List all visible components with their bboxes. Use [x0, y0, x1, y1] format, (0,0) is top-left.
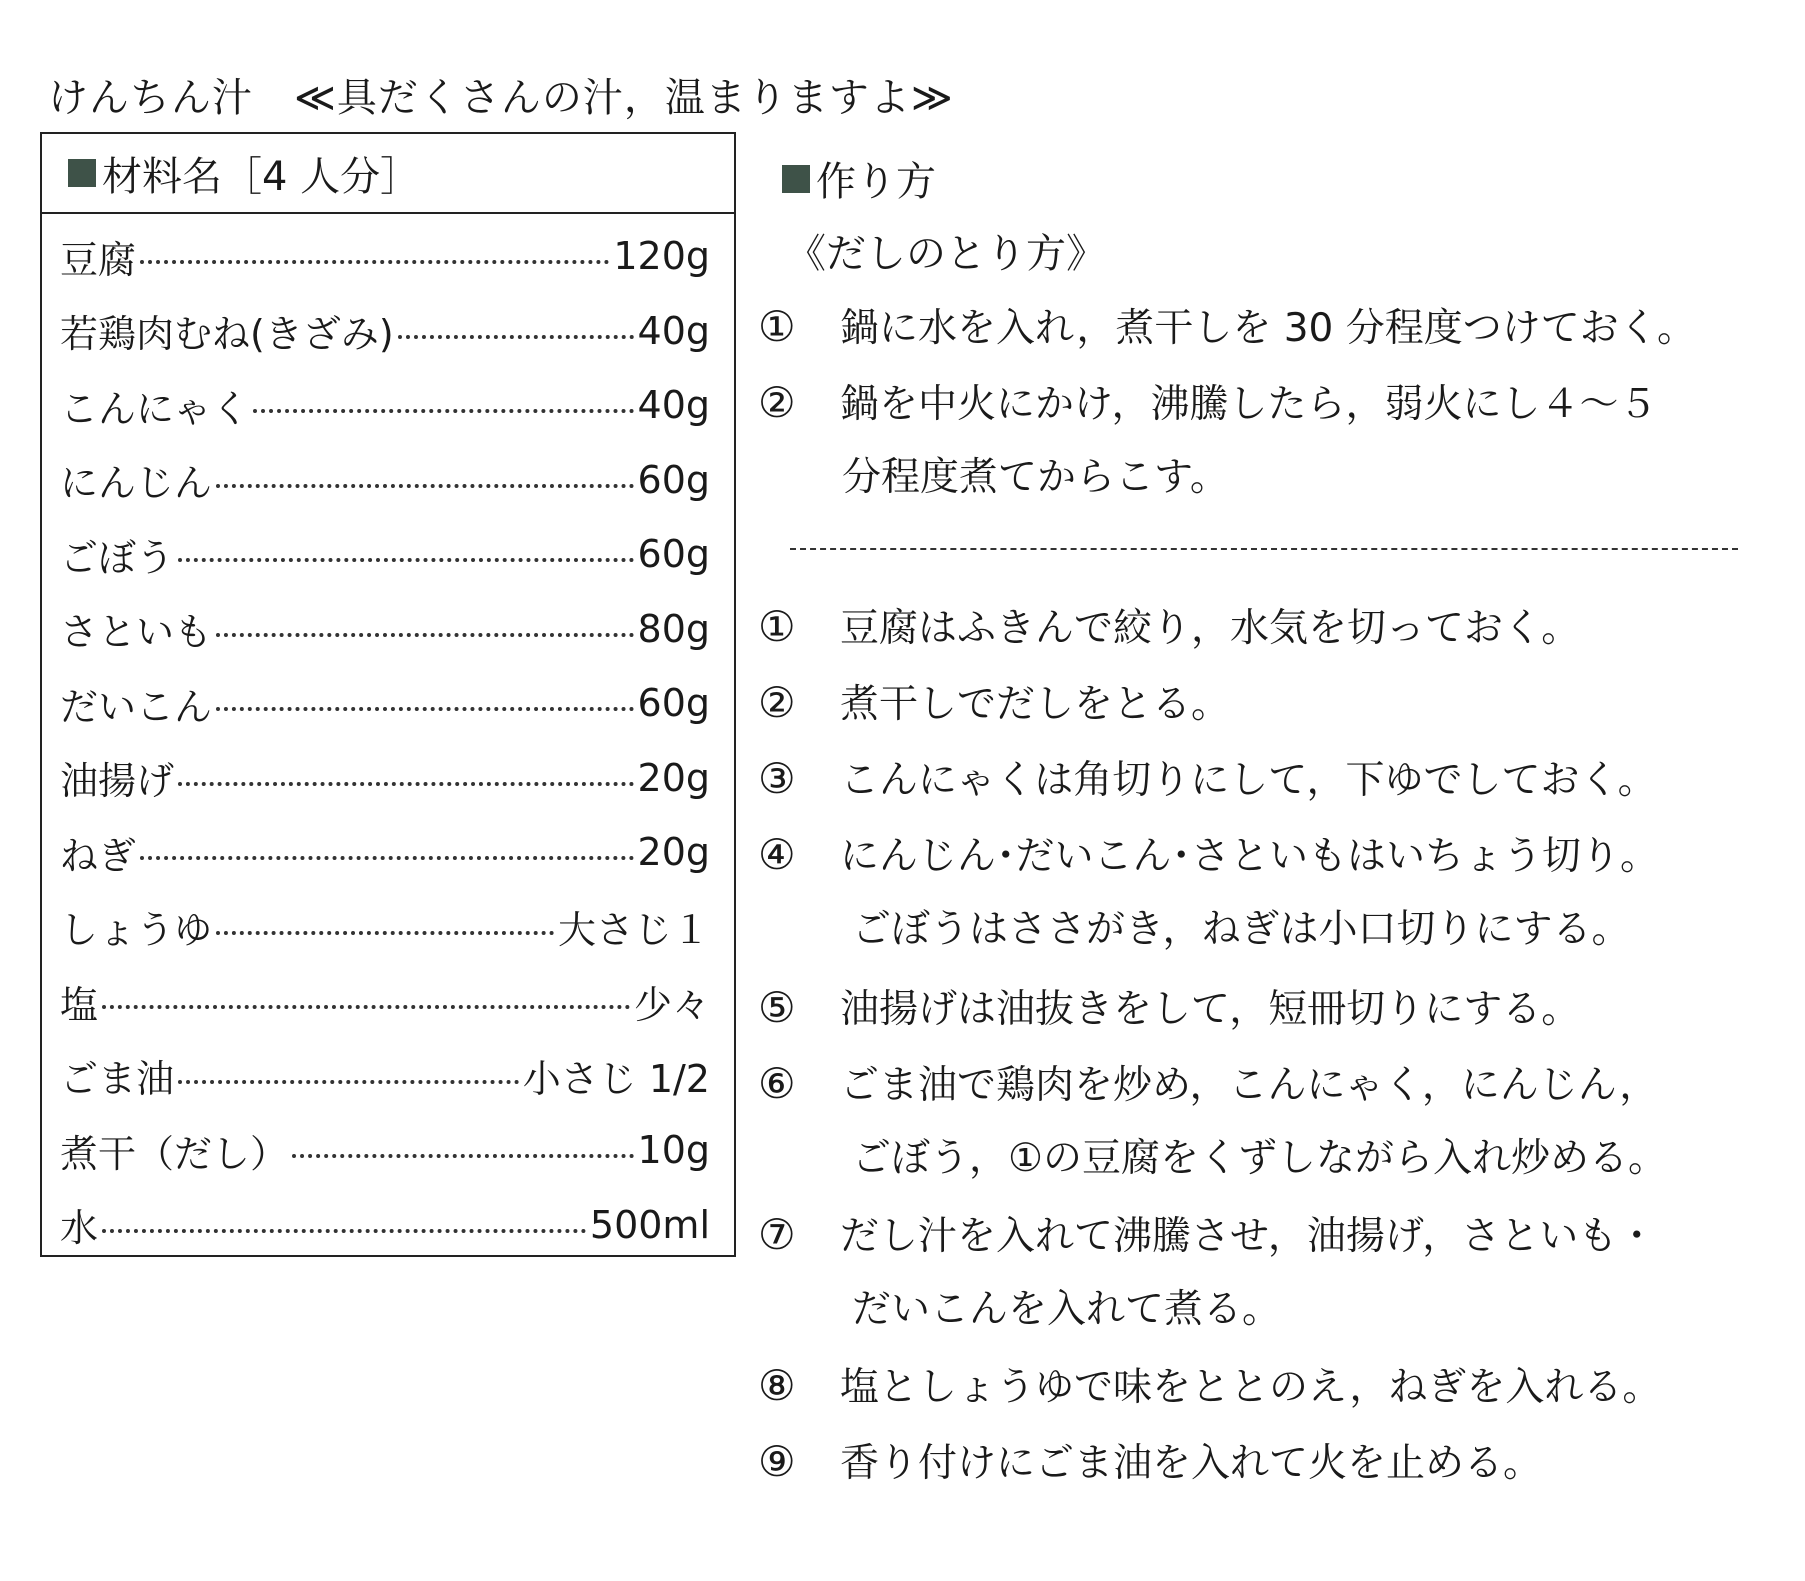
method-step — [758, 678, 1778, 730]
step-text: 油揚げは油抜きをして，短冊切りにする。 — [840, 987, 1581, 1032]
ingredient-name: ごぼう — [60, 535, 175, 580]
ingredient-name: しょうゆ — [60, 908, 213, 952]
dot-leader — [178, 558, 634, 562]
step-number: ⑨ — [758, 1437, 796, 1486]
step-number: ① — [758, 302, 796, 351]
step-text: 鍋を中火にかけ，沸騰したら，弱火にし４～５ — [840, 382, 1658, 427]
dot-leader — [102, 1229, 586, 1233]
ingredient-amount: 40g — [637, 308, 710, 353]
method-step — [758, 983, 1778, 1035]
step-number: ⑦ — [758, 1210, 796, 1259]
ingredient-amount: 10g — [637, 1128, 710, 1172]
step-text-continued: 分程度煮てからこす。 — [842, 455, 1229, 500]
ingredient-name: ごま油 — [60, 1057, 175, 1101]
step-text: こんにゃくは角切りにして，下ゆでしておく。 — [840, 758, 1657, 803]
ingredient-amount: 60g — [637, 681, 710, 725]
step-text: 塩としょうゆで味をととのえ，ねぎを入れる。 — [840, 1365, 1662, 1410]
step-number: ① — [758, 602, 796, 651]
ingredient-amount: 120g — [613, 234, 710, 278]
method-step — [758, 1210, 1778, 1262]
step-text: にんじん･だいこん･さといもはいちょう切り。 — [840, 834, 1660, 879]
ingredient-name: ねぎ — [60, 833, 137, 878]
ingredient-name: にんじん — [60, 461, 213, 505]
ingredient-name: 煮干（だし） — [60, 1131, 289, 1176]
step-number: ⑤ — [758, 983, 796, 1032]
square-bullet-icon — [782, 165, 810, 193]
ingredient-row — [60, 450, 710, 510]
step-number: ⑥ — [758, 1059, 796, 1108]
ingredient-amount: 60g — [637, 457, 710, 502]
ingredient-row — [60, 1195, 710, 1255]
step-text: だし汁を入れて沸騰させ，油揚げ，さといも・ — [840, 1214, 1657, 1259]
ingredient-name: 油揚げ — [60, 759, 175, 803]
method-step — [758, 602, 1778, 654]
step-text-continued: ごぼうはささがき，ねぎは小口切りにする。 — [852, 907, 1631, 952]
ingredient-row — [60, 1120, 710, 1180]
dashi-subtitle: 《だしのとり方》 — [786, 231, 1106, 277]
ingredient-row — [60, 1046, 710, 1106]
dot-leader — [398, 335, 634, 339]
dot-leader — [292, 1154, 634, 1158]
ingredient-amount: 40g — [637, 383, 710, 427]
dot-leader — [253, 409, 633, 413]
method-header-label: 作り方 — [816, 159, 936, 205]
step-number: ⑧ — [758, 1361, 796, 1410]
ingredient-row — [60, 748, 710, 808]
dot-leader — [216, 707, 634, 711]
method-step — [758, 830, 1778, 882]
step-text-continued: ごぼう，①の豆腐をくずしながら入れ炒める。 — [852, 1136, 1667, 1181]
ingredient-row — [60, 673, 710, 733]
dot-leader — [102, 1005, 630, 1009]
step-text: 鍋に水を入れ，煮干しを 30 分程度つけておく。 — [840, 306, 1696, 351]
method-step — [758, 1437, 1778, 1489]
ingredient-name: 水 — [60, 1206, 99, 1250]
step-text: ごま油で鶏肉を炒め，こんにゃく，にんじん， — [840, 1063, 1659, 1108]
ingredient-name: さといも — [60, 610, 213, 654]
dot-leader — [178, 1080, 519, 1084]
dot-leader — [178, 782, 634, 786]
dot-leader — [216, 484, 634, 488]
ingredient-name: こんにゃく — [60, 386, 250, 431]
method-step — [758, 302, 1778, 354]
ingredient-name: 豆腐 — [60, 237, 137, 282]
ingredient-row — [60, 599, 710, 659]
ingredient-row — [60, 524, 710, 584]
ingredient-amount: 少々 — [633, 982, 710, 1027]
method-step — [758, 378, 1778, 430]
ingredient-name: 塩 — [60, 982, 99, 1027]
ingredients-header — [42, 134, 734, 214]
ingredient-amount: 500ml — [589, 1202, 710, 1247]
step-number: ② — [758, 378, 796, 427]
ingredient-amount: 大さじ１ — [557, 908, 710, 952]
ingredient-amount: 80g — [637, 606, 710, 651]
ingredient-row — [60, 375, 710, 435]
method-step — [758, 754, 1778, 806]
dot-leader — [140, 260, 609, 264]
ingredient-name: だいこん — [60, 684, 213, 729]
step-text: 香り付けにごま油を入れて火を止める。 — [840, 1441, 1543, 1486]
step-number: ④ — [758, 830, 796, 879]
ingredients-box — [40, 132, 736, 1257]
ingredient-amount: 20g — [637, 755, 710, 800]
ingredients-header-label: 材料名［4 人分］ — [102, 153, 421, 200]
dot-leader — [216, 633, 634, 637]
page-title: けんちん汁 ≪具だくさんの汁，温まりますよ≫ — [48, 75, 954, 121]
step-text: 豆腐はふきんで絞り，水気を切っておく。 — [840, 606, 1581, 651]
dashed-divider — [790, 548, 1738, 550]
dot-leader — [216, 931, 554, 935]
ingredient-name: 若鶏肉むね(きざみ) — [60, 312, 394, 356]
dot-leader — [140, 856, 634, 860]
ingredient-row — [60, 226, 710, 286]
ingredient-amount: 60g — [637, 532, 710, 576]
ingredient-row — [60, 301, 710, 361]
ingredient-row — [60, 897, 710, 957]
step-number: ③ — [758, 754, 796, 803]
square-bullet-icon — [68, 159, 96, 187]
ingredient-amount: 小さじ 1/2 — [522, 1057, 710, 1101]
method-header — [782, 150, 936, 207]
ingredient-amount: 20g — [637, 830, 710, 874]
ingredient-row — [60, 971, 710, 1031]
step-text: 煮干しでだしをとる。 — [840, 682, 1231, 727]
method-step — [758, 1361, 1778, 1413]
step-text-continued: だいこんを入れて煮る。 — [852, 1287, 1282, 1332]
ingredient-row — [60, 822, 710, 882]
method-step — [758, 1059, 1778, 1111]
step-number: ② — [758, 678, 796, 727]
